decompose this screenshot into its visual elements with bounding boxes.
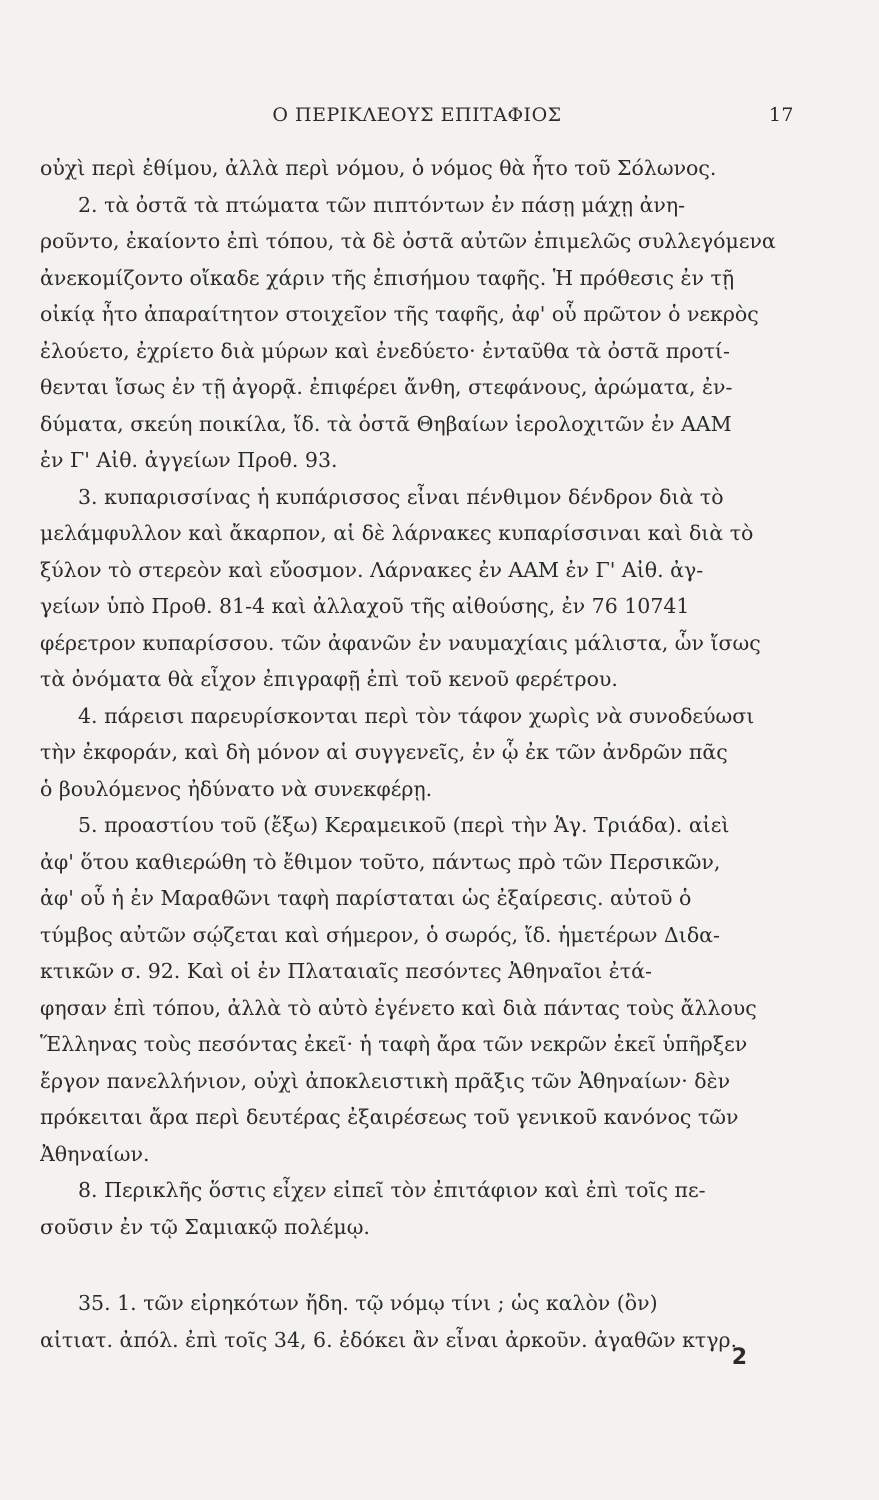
text-line: μελάμφυλλον καὶ ἄκαρπον, αἱ δὲ λάρνακες κυπαρίσσιναι καὶ διὰ τὸ xyxy=(40,521,754,545)
text-line: φησαν ἐπὶ τόπου, ἀλλὰ τὸ αὐτὸ ἐγένετο καὶ διὰ πάντας τοὺς ἄλλους xyxy=(40,995,757,1020)
text-line: ἀφ' ὅτου καθιερώθη τὸ ἔθιμον τοῦτο, πάντως πρὸ τῶν Περσικῶν, xyxy=(40,849,721,874)
text-line: 5. προαστίου τοῦ (ἔξω) Κεραμεικοῦ (περὶ τὴν Ἁγ. Τριάδα). αἰεὶ xyxy=(78,813,730,837)
text-line: τύμβος αὐτῶν σῴζεται καὶ σήμερον, ὁ σωρός, ἴδ. ἡμετέρων Διδα- xyxy=(40,922,720,947)
text-line: πρόκειται ἄρα περὶ δευτέρας ἐξαιρέσεως τοῦ γενικοῦ κανόνος τῶν xyxy=(40,1105,739,1129)
text-line: ἐλούετο, ἐχρίετο διὰ μύρων καὶ ἐνεδύετο· ἐνταῦθα τὰ ὀστᾶ προτί- xyxy=(40,338,730,363)
text-line: τὴν ἐκφοράν, καὶ δὴ μόνον αἱ συγγενεῖς, ἐν ᾧ ἐκ τῶν ἀνδρῶν πᾶς xyxy=(40,740,728,764)
printer-signature: 2 xyxy=(731,1345,747,1370)
text-line: κτικῶν σ. 92. Καὶ οἱ ἐν Πλαταιαῖς πεσόντες Ἀθηναῖοι ἐτά- xyxy=(40,959,652,983)
text-line: τὰ ὀνόματα θὰ εἶχον ἐπιγραφῇ ἐπὶ τοῦ κενοῦ φερέτρου. xyxy=(40,667,618,691)
text-line: ἐν Γ' Αἰθ. ἀγγείων Προθ. 93. xyxy=(40,448,338,472)
text-line: αἰτιατ. ἀπόλ. ἐπὶ τοῖς 34, 6. ἐδόκει ἂν εἶναι ἀρκοῦν. ἀγαθῶν κτγρ. xyxy=(40,1327,738,1352)
commentary-text xyxy=(40,150,794,1358)
text-line: γείων ὑπὸ Προθ. 81-4 καὶ ἀλλαχοῦ τῆς αἰθούσης, ἐν 76 10741 xyxy=(40,594,690,618)
text-line: οἰκίᾳ ἦτο ἀπαραίτητον στοιχεῖον τῆς ταφῆς, ἀφ' οὗ πρῶτον ὁ νεκρὸς xyxy=(40,302,759,326)
text-line: 3. κυπαρισσίνας ἡ κυπάρισσος εἶναι πένθιμον δένδρον διὰ τὸ xyxy=(78,484,724,509)
text-line: 8. Περικλῆς ὅστις εἶχεν εἰπεῖ τὸν ἐπιτάφιον καὶ ἐπὶ τοῖς πε- xyxy=(78,1178,706,1202)
section-gap xyxy=(40,1245,794,1285)
text-line: 35. 1. τῶν εἰρηκότων ἤδη. τῷ νόμῳ τίνι ; ὡς καλὸν (ὂν) xyxy=(78,1291,658,1315)
text-line: ξύλον τὸ στερεὸν καὶ εὔοσμον. Λάρνακες ἐν ΑΑΜ ἐν Γ' Αἰθ. ἀγ- xyxy=(40,557,704,582)
text-line: ἔργον πανελλήνιον, οὐχὶ ἀποκλειστικὴ πρᾶξις τῶν Ἀθηναίων· δὲν xyxy=(40,1068,731,1093)
text-line: Ἀθηναίων. xyxy=(40,1141,150,1166)
text-line: ροῦντο, ἐκαίοντο ἐπὶ τόπου, τὰ δὲ ὀστᾶ αὐτῶν ἐπιμελῶς συλλεγόμενα xyxy=(40,229,776,253)
text-line: Ἕλληνας τοὺς πεσόντας ἐκεῖ· ἡ ταφὴ ἄρα τῶν νεκρῶν ἐκεῖ ὑπῆρξεν xyxy=(40,1032,748,1056)
text-line: θενται ἴσως ἐν τῇ ἀγορᾷ. ἐπιφέρει ἄνθη, στεφάνους, ἀρώματα, ἐν- xyxy=(40,375,733,399)
text-line: οὐχὶ περὶ ἐθίμου, ἀλλὰ περὶ νόμου, ὁ νόμος θὰ ἦτο τοῦ Σόλωνος. xyxy=(40,156,717,180)
text-line: ἀφ' οὗ ἡ ἐν Μαραθῶνι ταφὴ παρίσταται ὡς ἐξαίρεσις. αὐτοῦ ὁ xyxy=(40,886,692,910)
running-title: Ο ΠΕΡΙΚΛΕΟΥΣ ΕΠΙΤΑΦΙΟΣ xyxy=(272,104,562,126)
text-line: ἀνεκομίζοντο οἴκαδε χάριν τῆς ἐπισήμου ταφῆς. Ἡ πρόθεσις ἐν τῇ xyxy=(40,265,735,290)
text-line: φέρετρον κυπαρίσσου. τῶν ἀφανῶν ἐν ναυμαχίαις μάλιστα, ὧν ἴσως xyxy=(40,630,761,655)
running-header xyxy=(40,100,794,132)
text-line: σοῦσιν ἐν τῷ Σαμιακῷ πολέμῳ. xyxy=(40,1214,370,1239)
text-line: δύματα, σκεύη ποικίλα, ἴδ. τὰ ὀστᾶ Θηβαίων ἱερολοχιτῶν ἐν ΑΑΜ xyxy=(40,411,732,436)
page-number: 17 xyxy=(768,104,794,126)
text-line: ὁ βουλόμενος ἠδύνατο νὰ συνεκφέρῃ. xyxy=(40,776,433,801)
text-line: 4. πάρεισι παρευρίσκονται περὶ τὸν τάφον χωρὶς νὰ συνοδεύωσι xyxy=(78,703,755,728)
text-line: 2. τὰ ὀστᾶ τὰ πτώματα τῶν πιπτόντων ἐν πάσῃ μάχῃ ἀνη- xyxy=(78,192,686,217)
